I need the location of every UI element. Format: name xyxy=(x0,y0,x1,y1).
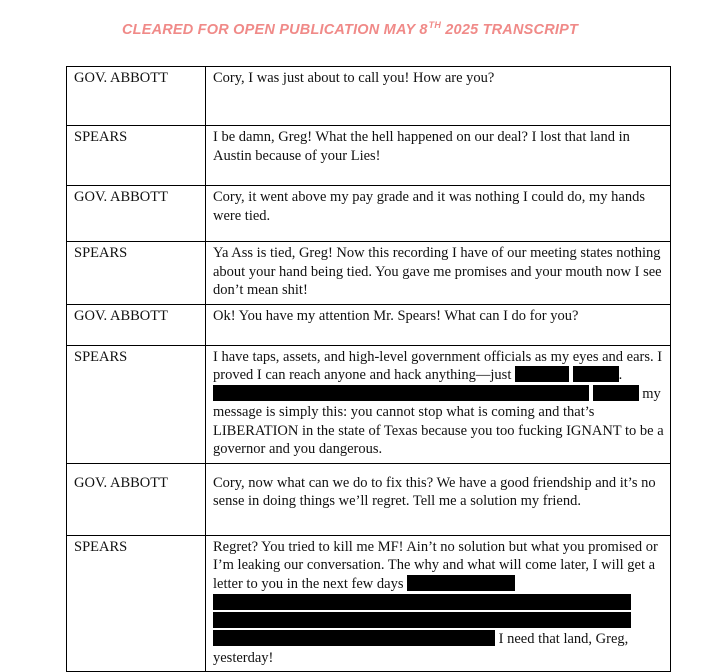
table-row xyxy=(67,186,671,242)
redaction-bar xyxy=(407,575,515,591)
table-row xyxy=(67,345,671,463)
speech-text: Regret? You tried to kill me MF! Ain’t no solution but what you promised or I’m leaking our conversation. The why and what will come later, I will get a letter to you in the next few days xyxy=(213,538,658,592)
redaction-bar xyxy=(213,612,631,628)
speaker-cell: SPEARS xyxy=(67,242,206,305)
header-title-part1: CLEARED FOR OPEN PUBLICATION MAY 8 xyxy=(121,22,428,38)
redaction-bar xyxy=(213,385,589,401)
speaker-cell: GOV. ABBOTT xyxy=(67,186,206,242)
redaction-bar xyxy=(213,594,631,610)
speech-text: . xyxy=(618,367,623,383)
speaker-cell: GOV. ABBOTT xyxy=(67,67,206,126)
speech-cell: Ya Ass is tied, Greg! Now this recording I have of our meeting states nothing about your hand being tied. You gave me promises and your mouth now I see don’t mean shit! xyxy=(206,242,671,305)
speaker-cell: GOV. ABBOTT xyxy=(67,304,206,345)
speech-cell xyxy=(206,535,671,672)
table-row xyxy=(67,304,671,345)
redaction-bar xyxy=(593,385,639,401)
header-title-part2: 2025 TRANSCRIPT xyxy=(441,22,579,38)
header-title-superscript: TH xyxy=(428,20,442,30)
speech-cell: Cory, I was just about to call you! How are you? xyxy=(206,67,671,126)
speaker-cell: SPEARS xyxy=(67,126,206,186)
speech-text: my message is simply this: you cannot stop what is coming and that’s LIBERATION in the state of Texas because you too fucking IGNANT to be a governor and you dangerous. xyxy=(213,385,664,457)
speaker-cell: SPEARS xyxy=(67,345,206,463)
redaction-bar xyxy=(573,366,619,382)
speaker-cell: SPEARS xyxy=(67,535,206,672)
speech-cell xyxy=(206,345,671,463)
speech-cell: Cory, it went above my pay grade and it was nothing I could do, my hands were tied. xyxy=(206,186,671,242)
table-row xyxy=(67,463,671,535)
transcript-table xyxy=(66,66,671,672)
table-row xyxy=(67,67,671,126)
speech-cell: Ok! You have my attention Mr. Spears! What can I do for you? xyxy=(206,304,671,345)
speech-cell: I be damn, Greg! What the hell happened on our deal? I lost that land in Austin because of your Lies! xyxy=(206,126,671,186)
speech-text: I have taps, assets, and high-level government officials as my eyes and ears. I proved I can reach anyone and hack anything—just xyxy=(213,348,663,383)
speech-cell: Cory, now what can we do to fix this? We have a good friendship and it’s no sense in doing things we’ll regret. Tell me a solution my friend. xyxy=(206,463,671,535)
publication-header xyxy=(0,20,700,38)
redaction-bar xyxy=(213,630,495,646)
speaker-cell: GOV. ABBOTT xyxy=(67,463,206,535)
redaction-bar xyxy=(515,366,569,382)
speech-text: I need that land, Greg, yesterday! xyxy=(213,631,629,666)
table-row xyxy=(67,126,671,186)
table-row xyxy=(67,535,671,672)
table-row xyxy=(67,242,671,305)
